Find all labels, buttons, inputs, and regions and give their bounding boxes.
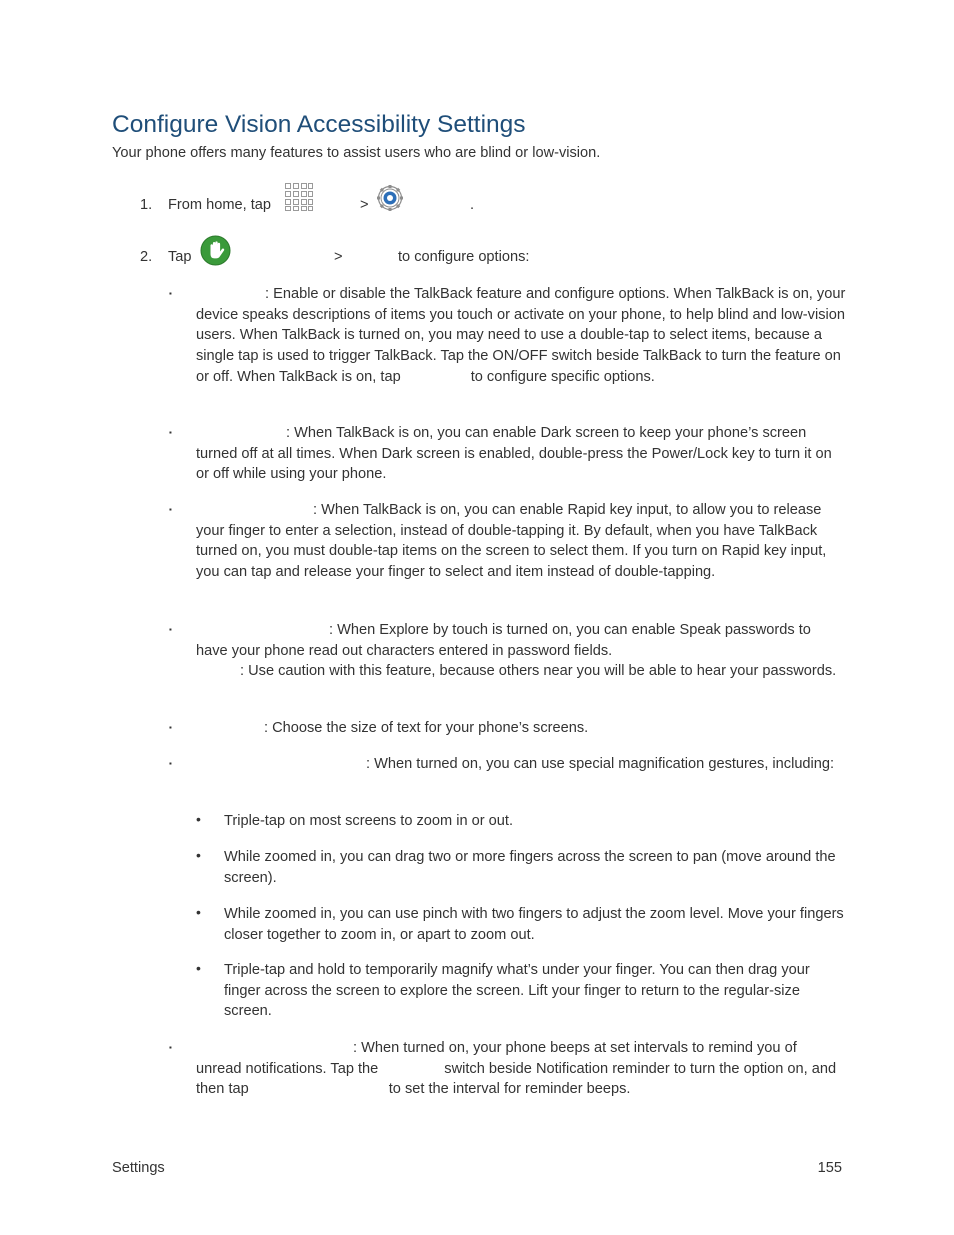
step-separator: >: [334, 249, 343, 265]
bullet-marker: ▪: [169, 723, 172, 732]
step-separator: >: [360, 197, 369, 213]
sub-list-item: Triple-tap and hold to temporarily magnify what’s under your finger. You can then drag your finger across the screen to explore the screen. Lift your finger to return to the regular-size screen.: [224, 962, 810, 1020]
bullet-marker: ▪: [169, 1043, 172, 1052]
note-text: : Use caution with this feature, because others near you will be able to hear your passwords.: [240, 663, 837, 680]
list-item-rapid-key-input: : When TalkBack is on, you can enable Rapid key input, to allow you to release your finger to enter a selection, instead of double-tapping it. By default, when you have TalkBack turned on, you must double-tap items on the screen to select them. If you turn on Rapid key input, you can tap and release your finger to select and item instead of double-tapping.: [196, 502, 827, 581]
bullet-marker: ▪: [169, 505, 172, 514]
bullet-marker: ▪: [169, 289, 172, 298]
footer-section: Settings: [112, 1160, 165, 1176]
sub-bullet-marker: •: [196, 904, 201, 920]
footer-page-number: 155: [817, 1160, 842, 1176]
bullet-marker: ▪: [169, 428, 172, 437]
step-text: From home, tap: [168, 197, 272, 213]
list-item-talkback: : Enable or disable the TalkBack feature and configure options. When TalkBack is on, your device speaks descriptions of items you touch or activate on your phone, to help blind and low-vision users. When TalkBack is turned on, you may need to use a double-tap to select items, because a single tap is used to trigger TalkBack. Tap the ON/OFF switch beside TalkBack to turn the feature on or off. When TalkBack is on, tap to configure specific options.: [196, 286, 846, 385]
bullet-marker: ▪: [169, 759, 172, 768]
step-number: 2.: [140, 249, 153, 265]
sub-list-item: While zoomed in, you can use pinch with two fingers to adjust the zoom level. Move your fingers closer together to zoom in, or apart to zoom out.: [224, 906, 844, 943]
page-title: Configure Vision Accessibility Settings: [112, 111, 526, 138]
step-text: Tap: [168, 249, 192, 265]
sub-list-item: While zoomed in, you can drag two or more fingers across the screen to pan (move around the screen).: [224, 849, 836, 886]
sub-bullet-marker: •: [196, 960, 201, 976]
sub-bullet-marker: •: [196, 811, 201, 827]
list-item-magnification-gestures: : When turned on, you can use special magnification gestures, including:: [366, 756, 835, 772]
step-end: .: [470, 197, 475, 213]
intro-text: Your phone offers many features to assist users who are blind or low-vision.: [112, 145, 601, 161]
sub-bullet-marker: •: [196, 847, 201, 863]
list-item-dark-screen: : When TalkBack is on, you can enable Dark screen to keep your phone’s screen turned off at all times. When Dark screen is enabled, double-press the Power/Lock key to turn it on or off while using your phone.: [196, 425, 832, 483]
apps-grid-icon: [284, 182, 314, 212]
bullet-marker: ▪: [169, 625, 172, 634]
sub-list-item: Triple-tap on most screens to zoom in or out.: [224, 813, 514, 829]
list-item-font-size: : Choose the size of text for your phone’s screens.: [264, 720, 589, 736]
list-item-speak-passwords: : When Explore by touch is turned on, you can enable Speak passwords to have your phone read out characters entered in password fields. : Use caution with this feature, because others near you will be able to hear your passwords.: [196, 622, 837, 680]
list-item-notification-reminder: : When turned on, your phone beeps at set intervals to remind you of unread notifications. Tap the switch beside Notification reminder to turn the option on, and then tap to set the interval for reminder beeps.: [196, 1040, 837, 1098]
settings-gear-icon: [375, 183, 405, 213]
step-number: 1.: [140, 197, 153, 213]
step-end: to configure options:: [398, 249, 530, 265]
accessibility-hand-icon: [200, 235, 231, 266]
